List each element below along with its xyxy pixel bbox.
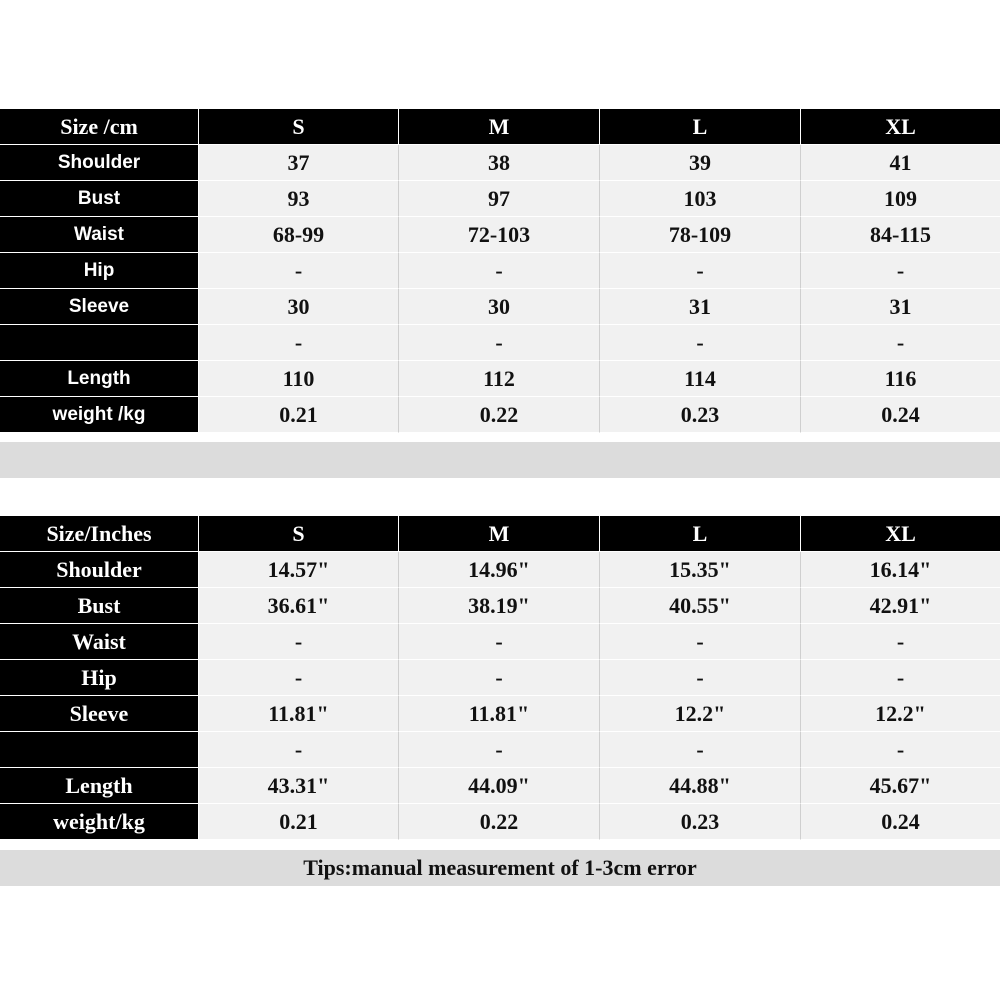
table-cell: 72-103	[399, 217, 600, 253]
table-cell: 110	[199, 361, 399, 397]
row-label-shoulder: Shoulder	[0, 145, 199, 181]
table-cell: 14.57"	[199, 552, 399, 588]
table-cell: 109	[801, 181, 1000, 217]
row-label-sleeve: Sleeve	[0, 289, 199, 325]
table-cell: -	[600, 253, 801, 289]
table-cell: -	[399, 660, 600, 696]
table-cell: 43.31"	[199, 768, 399, 804]
header-size-s: S	[199, 516, 399, 552]
table-cell: -	[801, 253, 1000, 289]
table-cell: 0.23	[600, 804, 801, 840]
header-size-inches: Size/Inches	[0, 516, 199, 552]
table-cell: 114	[600, 361, 801, 397]
table-cell: 112	[399, 361, 600, 397]
tips-note: Tips:manual measurement of 1-3cm error	[0, 850, 1000, 886]
table-cell: 12.2"	[801, 696, 1000, 732]
header-size-xl: XL	[801, 109, 1000, 145]
table-cell: -	[199, 325, 399, 361]
row-label-shoulder: Shoulder	[0, 552, 199, 588]
table-cell: 15.35"	[600, 552, 801, 588]
row-label-waist: Waist	[0, 217, 199, 253]
table-cell: -	[199, 253, 399, 289]
table-cell: -	[399, 732, 600, 768]
table-cell: 44.09"	[399, 768, 600, 804]
table-cell: 31	[801, 289, 1000, 325]
table-cell: -	[600, 325, 801, 361]
row-label-hip: Hip	[0, 253, 199, 289]
table-cell: 11.81"	[399, 696, 600, 732]
table-cell: 116	[801, 361, 1000, 397]
table-cell: 12.2"	[600, 696, 801, 732]
table-cell: -	[199, 660, 399, 696]
table-cell: 84-115	[801, 217, 1000, 253]
header-size-m: M	[399, 109, 600, 145]
table-cell: 103	[600, 181, 801, 217]
row-label-length: Length	[0, 768, 199, 804]
table-cell: 0.21	[199, 397, 399, 433]
table-cell: 14.96"	[399, 552, 600, 588]
row-label-bust: Bust	[0, 588, 199, 624]
row-label-waist: Waist	[0, 624, 199, 660]
header-size-l: L	[600, 109, 801, 145]
row-label-hip: Hip	[0, 660, 199, 696]
table-cell: 41	[801, 145, 1000, 181]
divider-band	[0, 442, 1000, 478]
table-cell: -	[801, 325, 1000, 361]
table-cell: -	[801, 624, 1000, 660]
table-cell: 16.14"	[801, 552, 1000, 588]
table-cell: -	[801, 660, 1000, 696]
table-cell: -	[399, 325, 600, 361]
header-size-s: S	[199, 109, 399, 145]
table-cell: 30	[399, 289, 600, 325]
table-cell: 0.24	[801, 804, 1000, 840]
table-cell: 40.55"	[600, 588, 801, 624]
table-cell: 38.19"	[399, 588, 600, 624]
table-cell: 0.23	[600, 397, 801, 433]
table-cell: 37	[199, 145, 399, 181]
header-size-m: M	[399, 516, 600, 552]
table-cell: 93	[199, 181, 399, 217]
table-cell: -	[801, 732, 1000, 768]
table-cell: 0.21	[199, 804, 399, 840]
row-label-weight: weight /kg	[0, 397, 199, 433]
header-size-cm: Size /cm	[0, 109, 199, 145]
row-label-bust: Bust	[0, 181, 199, 217]
table-cell: -	[600, 732, 801, 768]
header-size-l: L	[600, 516, 801, 552]
table-cell: 11.81"	[199, 696, 399, 732]
size-chart-cm	[0, 109, 1000, 433]
table-cell: 38	[399, 145, 600, 181]
table-cell: -	[199, 732, 399, 768]
table-cell: 68-99	[199, 217, 399, 253]
table-cell: -	[600, 660, 801, 696]
row-label-blank	[0, 325, 199, 361]
table-cell: 0.24	[801, 397, 1000, 433]
table-cell: -	[399, 253, 600, 289]
row-label-blank	[0, 732, 199, 768]
header-size-xl: XL	[801, 516, 1000, 552]
table-cell: 0.22	[399, 397, 600, 433]
table-cell: 36.61"	[199, 588, 399, 624]
row-label-weight: weight/kg	[0, 804, 199, 840]
table-cell: -	[600, 624, 801, 660]
row-label-sleeve: Sleeve	[0, 696, 199, 732]
table-cell: 78-109	[600, 217, 801, 253]
size-chart-inches	[0, 516, 1000, 840]
table-cell: 44.88"	[600, 768, 801, 804]
table-cell: 0.22	[399, 804, 600, 840]
table-cell: -	[399, 624, 600, 660]
table-cell: 39	[600, 145, 801, 181]
table-cell: -	[199, 624, 399, 660]
row-label-length: Length	[0, 361, 199, 397]
table-cell: 30	[199, 289, 399, 325]
table-cell: 97	[399, 181, 600, 217]
table-cell: 42.91"	[801, 588, 1000, 624]
table-cell: 31	[600, 289, 801, 325]
table-cell: 45.67"	[801, 768, 1000, 804]
